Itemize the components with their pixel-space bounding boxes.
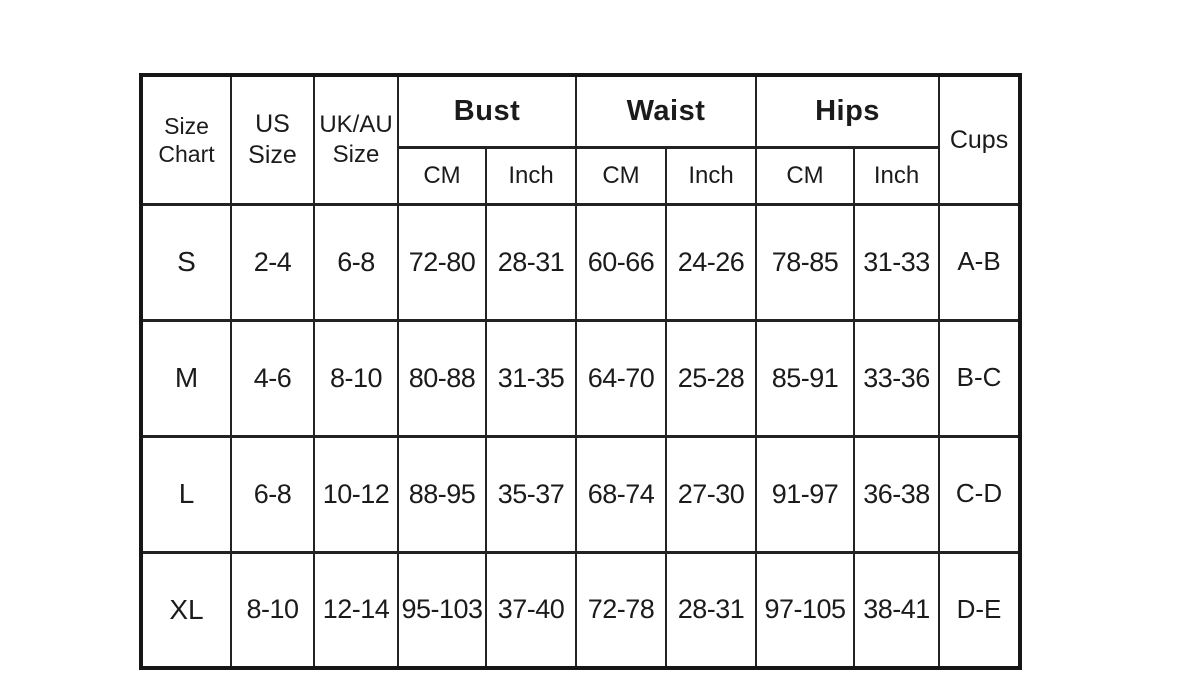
header-size-chart: Size Chart <box>141 75 231 204</box>
hips-cm-cell: 85-91 <box>756 320 854 436</box>
us-size-cell: 4-6 <box>231 320 314 436</box>
waist-cm-cell: 60-66 <box>576 204 666 320</box>
uk-au-size-cell: 10-12 <box>314 436 398 552</box>
size-chart-table <box>139 73 1022 670</box>
bust-cm-cell: 72-80 <box>398 204 486 320</box>
subheader-bust-cm: CM <box>398 147 486 204</box>
hips-inch-cell: 38-41 <box>854 552 939 668</box>
size-label-cell: L <box>141 436 231 552</box>
size-label-cell: S <box>141 204 231 320</box>
table-row-l <box>141 436 1020 552</box>
bust-inch-cell: 28-31 <box>486 204 576 320</box>
header-uk-au-size: UK/AU Size <box>314 75 398 204</box>
header-cups: Cups <box>939 75 1020 204</box>
size-label-cell: XL <box>141 552 231 668</box>
uk-au-size-cell: 8-10 <box>314 320 398 436</box>
bust-cm-cell: 88-95 <box>398 436 486 552</box>
bust-inch-cell: 37-40 <box>486 552 576 668</box>
hips-cm-cell: 91-97 <box>756 436 854 552</box>
bust-cm-cell: 95-103 <box>398 552 486 668</box>
uk-au-size-cell: 6-8 <box>314 204 398 320</box>
cups-cell: A-B <box>939 204 1020 320</box>
bust-cm-cell: 80-88 <box>398 320 486 436</box>
header-group-waist: Waist <box>576 75 756 147</box>
table-body <box>141 204 1020 668</box>
table-row-s <box>141 204 1020 320</box>
hips-inch-cell: 36-38 <box>854 436 939 552</box>
header-group-bust: Bust <box>398 75 576 147</box>
waist-inch-cell: 25-28 <box>666 320 756 436</box>
hips-inch-cell: 33-36 <box>854 320 939 436</box>
waist-inch-cell: 28-31 <box>666 552 756 668</box>
size-label-cell: M <box>141 320 231 436</box>
cups-cell: B-C <box>939 320 1020 436</box>
subheader-hips-inch: Inch <box>854 147 939 204</box>
uk-au-size-cell: 12-14 <box>314 552 398 668</box>
subheader-waist-cm: CM <box>576 147 666 204</box>
header-group-hips: Hips <box>756 75 939 147</box>
waist-cm-cell: 72-78 <box>576 552 666 668</box>
cups-cell: D-E <box>939 552 1020 668</box>
subheader-waist-inch: Inch <box>666 147 756 204</box>
header-us-size: US Size <box>231 75 314 204</box>
us-size-cell: 2-4 <box>231 204 314 320</box>
us-size-cell: 6-8 <box>231 436 314 552</box>
cups-cell: C-D <box>939 436 1020 552</box>
us-size-cell: 8-10 <box>231 552 314 668</box>
subheader-hips-cm: CM <box>756 147 854 204</box>
hips-cm-cell: 97-105 <box>756 552 854 668</box>
waist-cm-cell: 64-70 <box>576 320 666 436</box>
table-row-xl <box>141 552 1020 668</box>
waist-inch-cell: 24-26 <box>666 204 756 320</box>
waist-inch-cell: 27-30 <box>666 436 756 552</box>
bust-inch-cell: 35-37 <box>486 436 576 552</box>
bust-inch-cell: 31-35 <box>486 320 576 436</box>
waist-cm-cell: 68-74 <box>576 436 666 552</box>
hips-inch-cell: 31-33 <box>854 204 939 320</box>
hips-cm-cell: 78-85 <box>756 204 854 320</box>
header-group-row <box>141 75 1020 147</box>
table-row-m <box>141 320 1020 436</box>
table-header <box>141 75 1020 204</box>
subheader-bust-inch: Inch <box>486 147 576 204</box>
